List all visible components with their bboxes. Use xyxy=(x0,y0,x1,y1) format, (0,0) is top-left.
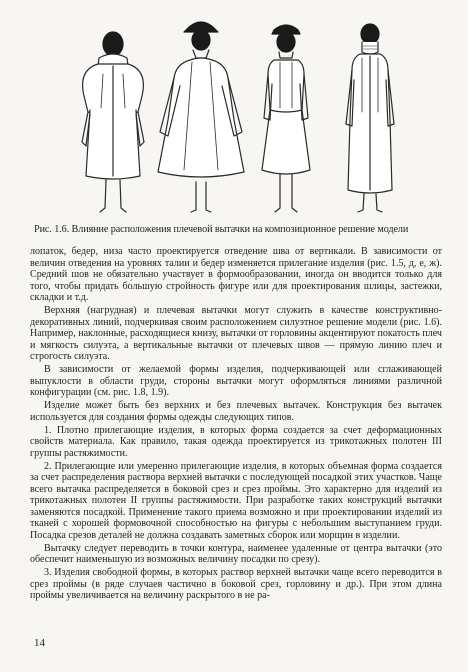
figure-straight-coat xyxy=(346,24,394,212)
figure-caption: Рис. 1.6. Влияние расположения плечевой вытачки на композиционное решение модели xyxy=(34,224,409,235)
paragraph: лопаток, бедер, низа часто проектируется отведение шва от вертикали. В зависимости от величин отведения на уровнях талии и бедер изменяется прилегание изделия (рис. 1.5, д, е, ж). Средний шов не обязательно участвует в формообразовании, иногда он вводится только для того, чтобы придать бо́льшую стройность фигуре или для проектирования шлицы, застежки, складки и т.д. xyxy=(30,246,442,303)
paragraph: 2. Прилегающие или умеренно прилегающие изделия, в которых объемная форма создается за счет распределения раствора верхней вытачки с последующей посадкой этих участков. Чаще всего вытачка распределяется в боковой срез и срез проймы. Это характерно для изделий из трикотажных полотен II группы растяжимости. При разработке таких конструкций вытачки заменяются посадкой. Применение такого приема возможно и при проектировании изделий из тканей с хорошей формовочной способностью на фигуры с небольшим выступанием груди. Посадка срезов деталей не должна создавать заметных сборок или морщин в изделии. xyxy=(30,460,442,541)
paragraph: Изделие может быть без верхних и без плечевых вытачек. Конструкция без вытачек используется для создания формы одежды следующих типов. xyxy=(30,400,442,423)
fashion-illustration xyxy=(0,0,468,222)
paragraph: 1. Плотно прилегающие изделия, в которых форма создается за счет деформационных свойств материала. Как правило, такая одежда проектируется из трикотажных полотен III группы растяжимости. xyxy=(30,424,442,459)
body-text xyxy=(30,246,442,602)
paragraph: Вытачку следует переводить в точки контура, наименее удаленные от центра вытачки (это обеспечит наименьшую из возможных величину посадки по срезу). xyxy=(30,542,442,565)
paragraph: В зависимости от желаемой формы изделия, подчеркивающей или сглаживающей выпуклости в области груди, стороны вытачки могут оформляться линиями различной конфигурации (см. рис. 1.8, 1.9). xyxy=(30,364,442,398)
fitted-body xyxy=(262,60,310,174)
paragraph: Верхняя (нагрудная) и плечевая вытачки могут служить в качестве конструктивно-декоративных линий, подчеркивая своим расположением силуэтное решение модели (рис. 1.6). Например, наклонные, расходящиеся книзу, вытачки от горловины акцентируют покатость плеч и мягкость силуэта, а вертикальные вытачки от плечевых швов — прямую линию плеч и строгость силуэта. xyxy=(30,305,442,362)
paragraph: 3. Изделия свободной формы, в которых раствор верхней вытачки чаще всего переводится в срез проймы (в ряде случаев частично в боковой срез, горловину и др.). При этом длина проймы увеличивается на величину раскрытого в не ра- xyxy=(30,567,442,601)
hood-head xyxy=(103,32,123,56)
figure-caped-coat xyxy=(82,32,144,212)
flared-body xyxy=(158,58,244,177)
page-number: 14 xyxy=(34,637,45,649)
figure-fitted-coat xyxy=(262,25,310,212)
figure-flared-coat xyxy=(158,22,244,212)
legs xyxy=(100,180,126,212)
